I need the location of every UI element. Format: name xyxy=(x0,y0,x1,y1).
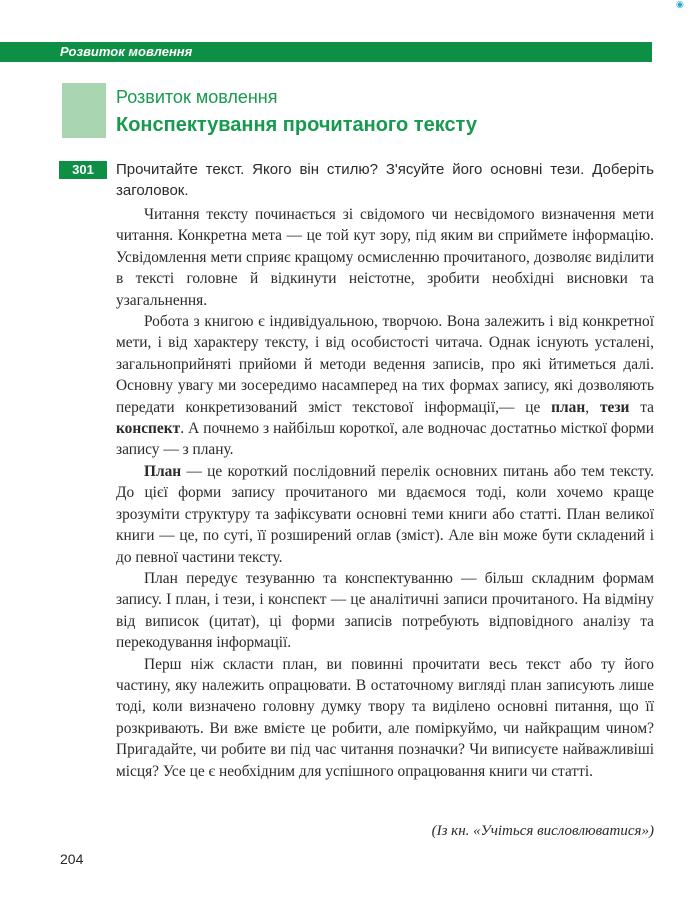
paragraph: Читання тексту починається зі свідомого чи несвідомого визначення мети читання. Конкретна мета — це той кут зору, під яким ви сприймете інформацію. Усвідомлення мети сприяє кращому осмисленню прочитаного, дозволяє виділити в тексті головне й відкинути неістотне, зробити необхідні висновки та узагальнення. xyxy=(116,206,654,309)
paragraph-text: , xyxy=(585,398,600,416)
paragraph xyxy=(116,311,654,461)
section-header-strip xyxy=(0,42,652,62)
section-title: Конспектування прочитаного тексту xyxy=(116,114,477,136)
paragraph-text: Робота з книгою є індивідуальною, творчою. Вона залежить і від конкретної мети, і від характеру тексту, і від особистості читача. Однак існують усталені, загальноприйняті прийоми й методи ведення записів, про які йтиметься далі. Основну увагу ми зосередимо насамперед на тих формах запису, які дозволяють передати конкретизований зміст текстової інформації,— це xyxy=(116,313,654,416)
term-plan: план xyxy=(551,398,586,416)
paragraph-text: . А почнемо з найбільш короткої, але водночас достатньо місткої форми запису — з плану. xyxy=(116,420,654,459)
paragraph: Перш ніж скласти план, ви повинні прочитати весь текст або ту його частину, яку належить опрацювати. В остаточному вигляді план записують лише тоді, коли визначено головну думку твору та виділено основні питання, що її розкривають. Ви вже вмієте це робити, але поміркуймо, чи найкращим чином? Пригадайте, чи робите ви під час читання позначки? Чи виписуєте найважливіші місця? Усе це є необхідним для успішного опрацювання книги чи статті. xyxy=(116,655,654,780)
term-konspekt: конспект xyxy=(116,420,181,438)
section-kicker: Розвиток мовлення xyxy=(116,87,278,107)
exercise-number-badge: 301 xyxy=(59,161,107,179)
term-plan-definition: План xyxy=(144,462,182,480)
running-header-label: Розвиток мовлення xyxy=(60,44,193,59)
paragraph: План передує тезуванню та конспектуванню — більш складним формам запису. І план, і тези, і конспект — це аналітичні записи прочитаного. На відміну від виписок (цитат), ці форми записів потребують відповідного аналізу та перекодування інформації. xyxy=(116,569,654,652)
paragraph-text: та xyxy=(629,398,654,416)
body-text xyxy=(116,204,654,782)
page-number: 204 xyxy=(60,851,84,867)
exercise-task: Прочитайте текст. Якого він стилю? З'ясуйте його основні тези. Доберіть заголовок. xyxy=(116,161,654,199)
paragraph xyxy=(116,461,654,568)
section-decor-box xyxy=(62,83,106,138)
source-citation: (Із кн. «Учіться висловлюватися») xyxy=(431,823,654,839)
corner-logo-icon: ◉ xyxy=(676,0,684,10)
term-tezy: тези xyxy=(599,398,630,416)
paragraph-text: — це короткий послідовний перелік основних питань або тем тексту. До цієї форми запису прочитаного ми вдаємося тоді, коли хочемо краще зрозуміти структуру та зафіксувати основні теми книги або статті. План великої книги — це, по суті, її розширений оглав (зміст). Але він може бути складений і до певної частини тексту. xyxy=(116,462,654,566)
